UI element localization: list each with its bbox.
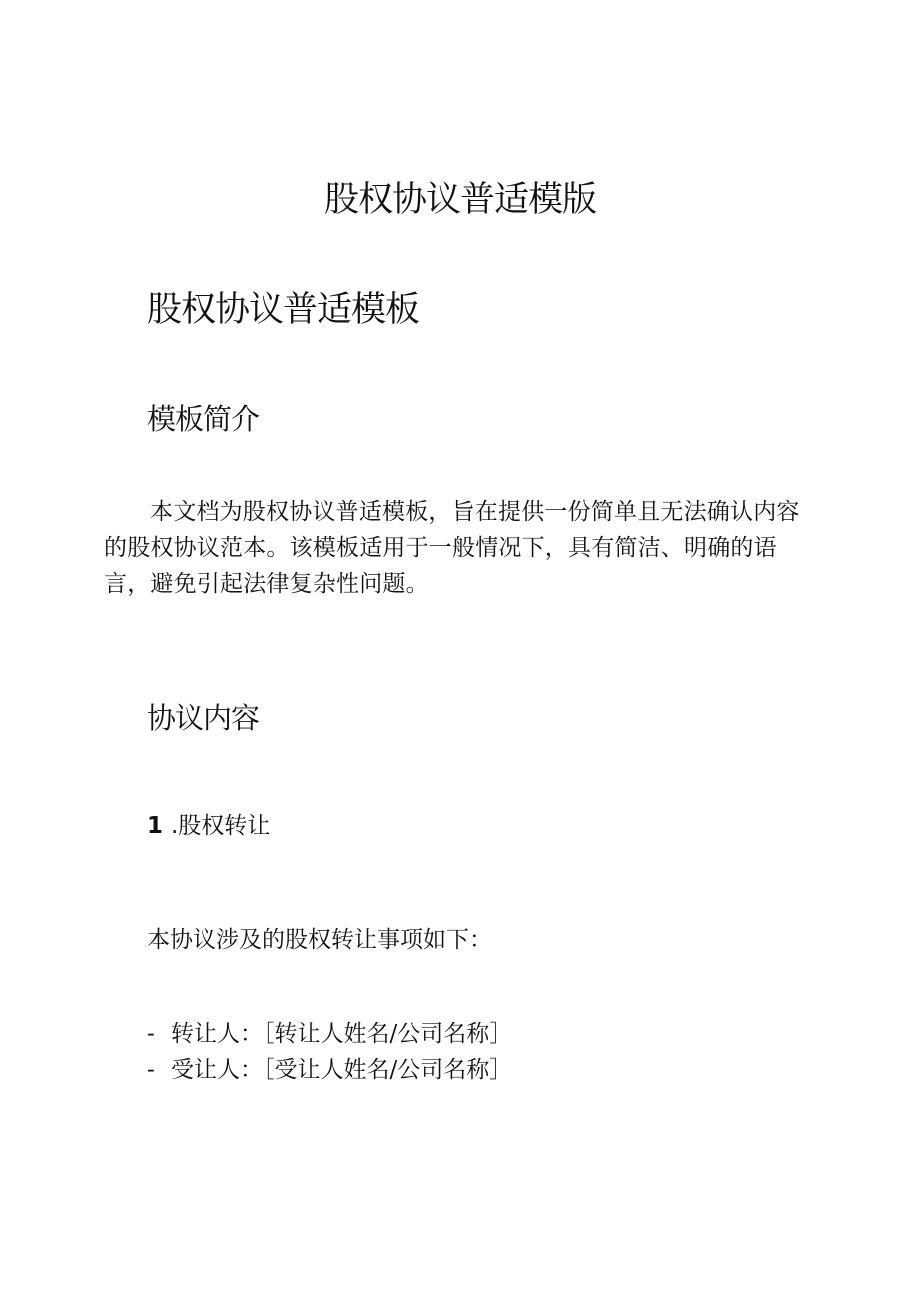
section-heading-intro: 模板简介 bbox=[147, 402, 260, 436]
document-title: 股权协议普适模版 bbox=[323, 180, 596, 220]
transfer-parties-list bbox=[147, 1016, 512, 1088]
intro-paragraph: 本文档为股权协议普适模板，旨在提供一份简单且无法确认内容的股权协议范本。该模板适用于一般情况下，具有简洁、明确的语言，避免引起法律复杂性问题。 bbox=[104, 499, 800, 597]
section-heading-agreement-content: 协议内容 bbox=[147, 701, 260, 735]
main-heading: 股权协议普适模板 bbox=[147, 290, 420, 330]
dash-bullet: - bbox=[147, 1057, 155, 1083]
subsection-number: 1 bbox=[147, 813, 164, 839]
list-item bbox=[147, 1016, 512, 1052]
list-item-text: 转让人：［转让人姓名/公司名称］ bbox=[171, 1021, 513, 1047]
list-item-text: 受让人：［受让人姓名/公司名称］ bbox=[171, 1057, 513, 1083]
subsection-heading-equity-transfer bbox=[147, 810, 270, 842]
subsection-title: .股权转让 bbox=[171, 813, 271, 839]
dash-bullet: - bbox=[147, 1021, 155, 1047]
transfer-intro-sentence: 本协议涉及的股权转让事项如下： bbox=[147, 927, 492, 953]
list-item bbox=[147, 1052, 512, 1088]
